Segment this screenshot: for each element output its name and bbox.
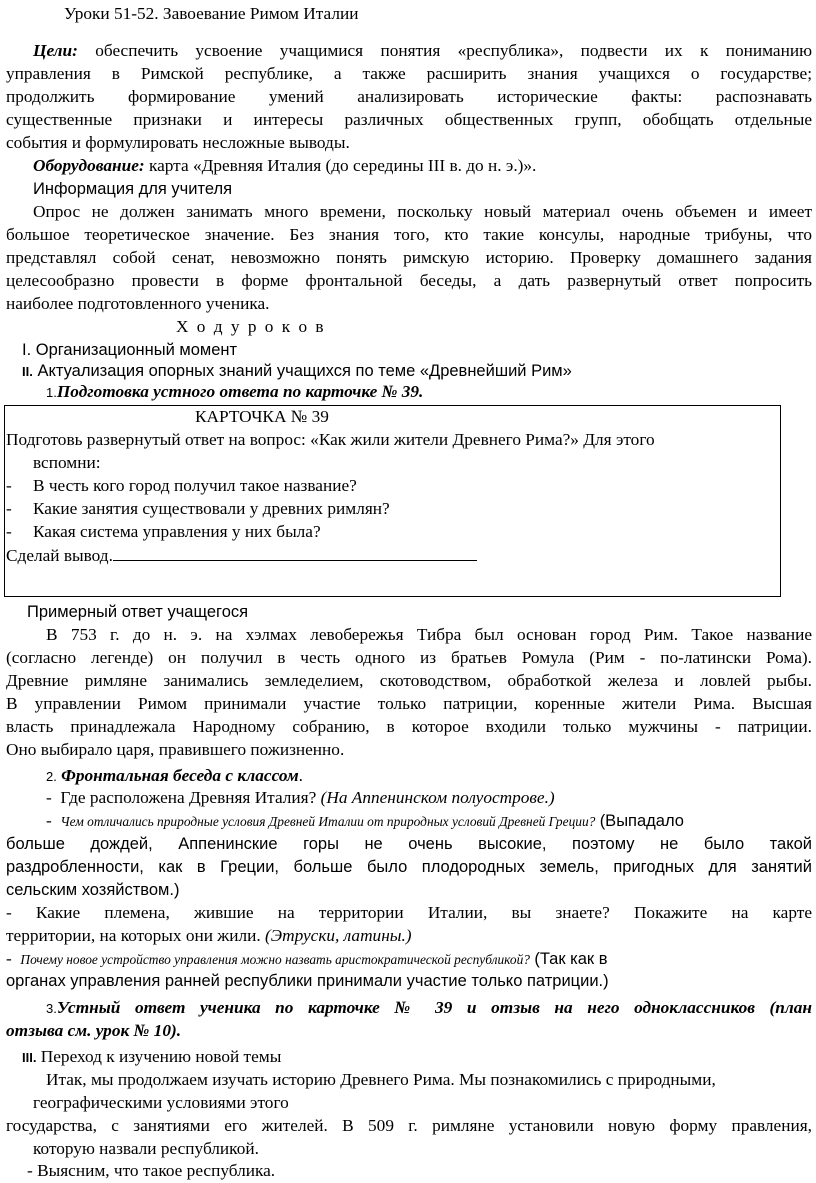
answer-line-5: власть принадлежала Народному собранию, в которое входили только мужчины - патриции. <box>6 717 812 736</box>
closing-line-2: географическими условиями этого <box>33 1093 289 1112</box>
card-item-3: Какая система управления у них была? <box>33 522 321 541</box>
section-3-heading: III. Переход к изучению новой темы <box>22 1047 282 1066</box>
section-1-heading: I. Организационный момент <box>22 341 238 359</box>
card-answer-blank <box>113 544 477 561</box>
closing-line-3: государства, с занятиями его жителей. В 509 г. римляне установили новую форму правления, <box>6 1116 812 1135</box>
card-item-1-bullet: - <box>6 476 12 495</box>
answer-line-6: Оно выбирало царя, правившего пожизненно. <box>6 740 345 759</box>
course-heading: Х о д у р о к о в <box>176 317 326 336</box>
question-2-answer-line-2: раздробленности, как в Греции, больше было плодородных земель, пригодных для занятий <box>6 858 812 876</box>
card-item-3-bullet: - <box>6 522 12 541</box>
card-item-2-bullet: - <box>6 499 12 518</box>
answer-heading: Примерный ответ учащегося <box>27 603 249 621</box>
card-item-2: Какие занятия существовали у древних римлян? <box>33 499 390 518</box>
item-2-number: 2. <box>46 769 57 784</box>
card-conclusion: Сделай вывод. <box>6 544 477 567</box>
answer-line-1: В 753 г. до н. э. на хэлмах левобережья Тибра был основан город Рим. Такое название <box>46 625 812 644</box>
goals-line-3: продолжить формирование умений анализировать исторические факты: распознавать <box>6 87 812 106</box>
equipment-line: Оборудование: карта «Древняя Италия (до середины III в. до н. э.)». <box>33 156 537 175</box>
question-3-line-2: территории, на которых они жили. (Этруски, латины.) <box>6 926 412 945</box>
question-2-answer-line-3: сельским хозяйством.) <box>6 881 180 899</box>
question-2-line-1: - Чем отличались природные условия Древней Италии от природных условий Древней Греции? (Выпадало <box>46 811 684 830</box>
goals-line-4: существенные признаки и интересы различных общественных групп, обобщать отдельные <box>6 110 812 129</box>
question-4-line-1: - Почему новое устройство управления можно назвать аристократической республикой? (Так как в <box>6 949 608 968</box>
goals-label: Цели: <box>33 41 78 60</box>
card-question-line-2: вспомни: <box>33 453 101 472</box>
teacher-info-line-1: Опрос не должен занимать много времени, поскольку новый материал очень объемен и имеет <box>33 202 812 221</box>
item-2-heading: 2. Фронтальная беседа с классом. <box>46 766 303 785</box>
section-3-number: III. <box>22 1050 37 1065</box>
closing-line-1: Итак, мы продолжаем изучать историю Древнего Рима. Мы познакомились с природными, <box>46 1070 716 1089</box>
answer-line-4: В управлении Римом принимали участие только патриции, коренные жители Рима. Высшая <box>6 694 812 713</box>
item-1-number: 1. <box>46 385 57 400</box>
goals-line-5: события и формулировать несложные выводы. <box>6 133 350 152</box>
teacher-info-line-5: наиболее подготовленного ученика. <box>6 294 270 313</box>
section-2-number: II. <box>22 364 33 379</box>
page-title: Уроки 51-52. Завоевание Римом Италии <box>64 4 359 23</box>
goals-line-2: управления в Римской республике, а также расширить знания учащихся о государстве; <box>6 64 812 83</box>
item-3-line-1: 3.Устный ответ ученика по карточке № 39 и отзыв на него одноклассников (план <box>46 998 812 1017</box>
question-3-line-1: - Какие племена, жившие на территории Италии, вы знаете? Покажите на карте <box>6 903 812 922</box>
item-3-line-2: отзыва см. урок № 10). <box>6 1021 182 1040</box>
equipment-label: Оборудование: <box>33 156 145 175</box>
question-3-answer: (Этруски, латины.) <box>265 926 412 945</box>
item-1-heading: 1.Подготовка устного ответа по карточке № 39. <box>46 382 424 401</box>
closing-line-5: - Выясним, что такое республика. <box>27 1161 276 1180</box>
teacher-info-heading: Информация для учителя <box>33 180 233 198</box>
card-item-1: В честь кого город получил такое название? <box>33 476 357 495</box>
card-title: КАРТОЧКА № 39 <box>195 407 329 426</box>
item-3-number: 3. <box>46 1001 57 1016</box>
card-question-line-1: Подготовь развернутый ответ на вопрос: «Как жили жители Древнего Рима?» Для этого <box>6 430 655 449</box>
answer-line-3: Древние римляне занимались земледелием, скотоводством, обработкой железа и ловлей рыбы. <box>6 671 812 690</box>
question-1: - Где расположена Древняя Италия? (На Аппенинском полуострове.) <box>46 788 555 807</box>
answer-line-2: (согласно легенде) он получил в честь одного из братьев Ромула (Рим - по-латински Рома). <box>6 648 812 667</box>
teacher-info-line-3: представлял собой сенат, невозможно понять римскую историю. Проверку домашнего задания <box>6 248 812 267</box>
question-2-answer-line-1: больше дождей, Аппенинские горы не очень высокие, поэтому не было такой <box>6 835 812 853</box>
question-4-answer-line-2: органах управления ранней республики принимали участие только патриции.) <box>6 972 609 990</box>
closing-line-4: которую назвали республикой. <box>33 1139 259 1158</box>
section-2-heading: II. Актуализация опорных знаний учащихся по теме «Древнейший Рим» <box>22 362 572 380</box>
question-1-answer: (На Аппенинском полуострове.) <box>320 788 555 807</box>
teacher-info-line-4: целесообразно провести в форме фронтальной беседы, а дать развернутый ответ попросить <box>6 271 812 290</box>
teacher-info-line-2: большое теоретическое значение. Без знания того, кто такие консулы, народные трибуны, что <box>6 225 812 244</box>
goals-line-1: Цели: обеспечить усвоение учащимися понятия «республика», подвести их к пониманию <box>33 41 812 60</box>
